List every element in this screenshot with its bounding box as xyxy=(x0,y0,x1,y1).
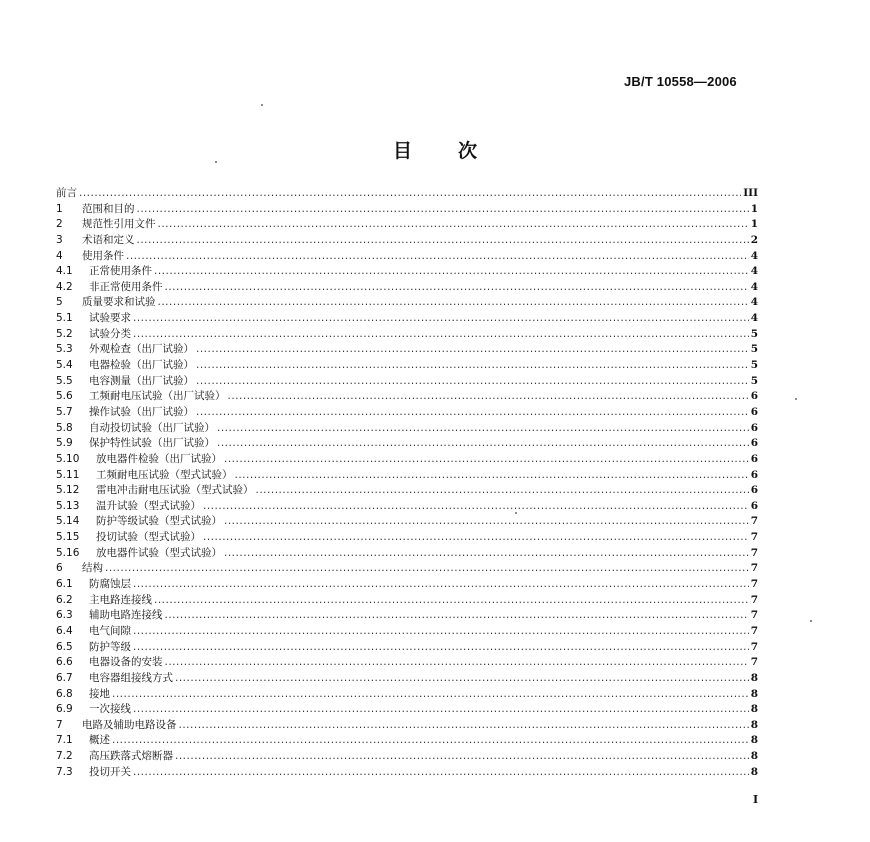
toc-title: 电气间隙 xyxy=(89,624,131,637)
toc-row[interactable] xyxy=(56,342,758,358)
toc-number: 5.11 xyxy=(56,468,80,481)
table-of-contents xyxy=(56,186,758,780)
toc-title: 使用条件 xyxy=(82,249,124,262)
toc-row[interactable] xyxy=(56,452,758,468)
toc-leader xyxy=(165,280,749,296)
toc-number: 6.1 xyxy=(56,578,73,591)
toc-number: 5.15 xyxy=(56,531,80,544)
toc-title: 外观检查（出厂试验） xyxy=(89,343,194,356)
toc-number: 5.4 xyxy=(56,359,73,372)
toc-page-number: 6 xyxy=(750,452,758,465)
toc-page-number: 5 xyxy=(750,343,758,356)
toc-page-number: 6 xyxy=(750,499,758,512)
toc-row[interactable] xyxy=(56,358,758,374)
scan-speck xyxy=(215,161,217,163)
toc-row[interactable] xyxy=(56,389,758,405)
toc-row[interactable] xyxy=(56,311,758,327)
toc-title: 前言 xyxy=(56,187,77,199)
toc-page-number: 7 xyxy=(750,531,758,544)
toc-leader xyxy=(133,640,749,656)
toc-leader xyxy=(154,264,749,280)
toc-row[interactable] xyxy=(56,499,758,515)
toc-leader xyxy=(79,186,741,202)
toc-title: 防护等级试验（型式试验） xyxy=(96,515,222,528)
toc-number: 7 xyxy=(56,718,63,731)
toc-number: 3 xyxy=(56,233,63,246)
toc-leader xyxy=(196,374,749,390)
toc-leader xyxy=(154,593,749,609)
toc-leader xyxy=(224,514,749,530)
toc-number: 6.5 xyxy=(56,640,73,653)
toc-leader xyxy=(133,311,749,327)
toc-row[interactable] xyxy=(56,421,758,437)
toc-number: 5.16 xyxy=(56,546,80,559)
toc-leader xyxy=(165,608,749,624)
toc-row[interactable] xyxy=(56,577,758,593)
toc-leader xyxy=(203,499,749,515)
toc-number: 5.14 xyxy=(56,515,80,528)
title-char-1: 目 xyxy=(392,140,412,162)
toc-number: 5.13 xyxy=(56,499,80,512)
toc-number: 5 xyxy=(56,296,63,309)
toc-leader xyxy=(133,327,749,343)
toc-row[interactable] xyxy=(56,280,758,296)
toc-leader xyxy=(105,561,749,577)
toc-number: 4.2 xyxy=(56,280,73,293)
toc-title: 规范性引用文件 xyxy=(82,218,156,231)
toc-number: 1 xyxy=(56,202,63,215)
toc-number: 6.7 xyxy=(56,671,73,684)
toc-leader xyxy=(133,702,749,718)
toc-title: 自动投切试验（出厂试验） xyxy=(89,421,215,434)
toc-row[interactable] xyxy=(56,702,758,718)
toc-title: 投切试验（型式试验） xyxy=(96,531,201,544)
toc-page-number: 1 xyxy=(750,202,758,215)
toc-title: 主电路连接线 xyxy=(89,593,152,606)
toc-number: 6.3 xyxy=(56,609,73,622)
toc-title: 试验分类 xyxy=(89,327,131,340)
toc-leader xyxy=(228,389,749,405)
toc-leader xyxy=(203,530,749,546)
toc-page-number: 7 xyxy=(750,515,758,528)
toc-page-number: 5 xyxy=(750,374,758,387)
toc-title: 电容器组接线方式 xyxy=(89,671,173,684)
toc-row[interactable] xyxy=(56,624,758,640)
toc-number: 5.5 xyxy=(56,374,73,387)
toc-number: 7.3 xyxy=(56,765,73,778)
toc-number: 7.1 xyxy=(56,734,73,747)
toc-leader xyxy=(196,358,749,374)
toc-row[interactable] xyxy=(56,186,758,202)
toc-leader xyxy=(175,749,749,765)
toc-number: 5.8 xyxy=(56,421,73,434)
toc-page-number: 8 xyxy=(750,687,758,700)
toc-title: 雷电冲击耐电压试验（型式试验） xyxy=(96,484,254,497)
toc-leader xyxy=(256,483,749,499)
toc-title: 非正常使用条件 xyxy=(89,280,163,293)
toc-title: 放电器件试验（型式试验） xyxy=(96,546,222,559)
toc-page-number: 6 xyxy=(750,405,758,418)
toc-number: 5.6 xyxy=(56,390,73,403)
title-char-2: 次 xyxy=(458,140,478,162)
toc-number: 6.6 xyxy=(56,656,73,669)
toc-title: 电器检验（出厂试验） xyxy=(89,359,194,372)
toc-title: 电路及辅助电路设备 xyxy=(82,718,177,731)
toc-page-number: 7 xyxy=(750,640,758,653)
toc-title: 工频耐电压试验（型式试验） xyxy=(96,468,233,481)
toc-row[interactable] xyxy=(56,374,758,390)
toc-page-number: 1 xyxy=(750,218,758,231)
toc-leader xyxy=(196,405,749,421)
toc-row[interactable] xyxy=(56,468,758,484)
toc-number: 6.4 xyxy=(56,624,73,637)
toc-title: 保护特性试验（出厂试验） xyxy=(89,437,215,450)
toc-row[interactable] xyxy=(56,436,758,452)
toc-title: 投切开关 xyxy=(89,765,131,778)
toc-leader xyxy=(137,202,749,218)
toc-number: 2 xyxy=(56,218,63,231)
toc-page-number: 4 xyxy=(750,312,758,325)
toc-row[interactable] xyxy=(56,530,758,546)
toc-row[interactable] xyxy=(56,733,758,749)
toc-leader xyxy=(137,233,749,249)
toc-leader xyxy=(175,671,749,687)
scan-speck xyxy=(810,620,812,622)
toc-title: 术语和定义 xyxy=(82,233,135,246)
toc-number: 5.9 xyxy=(56,437,73,450)
toc-title: 概述 xyxy=(89,734,110,747)
toc-page-number: 7 xyxy=(750,562,758,575)
toc-row[interactable] xyxy=(56,593,758,609)
toc-page-number: 6 xyxy=(750,390,758,403)
toc-leader xyxy=(224,546,749,562)
page-number: I xyxy=(753,793,759,806)
toc-row[interactable] xyxy=(56,264,758,280)
toc-title: 结构 xyxy=(82,562,103,575)
toc-page-number: 8 xyxy=(750,750,758,763)
toc-row[interactable] xyxy=(56,233,758,249)
toc-leader xyxy=(126,249,749,265)
toc-row[interactable] xyxy=(56,561,758,577)
toc-row[interactable] xyxy=(56,718,758,734)
toc-number: 7.2 xyxy=(56,750,73,763)
toc-page-number: 8 xyxy=(750,718,758,731)
toc-page-number: 5 xyxy=(750,359,758,372)
toc-leader xyxy=(158,295,749,311)
toc-row[interactable] xyxy=(56,671,758,687)
toc-row[interactable] xyxy=(56,405,758,421)
toc-number: 5.3 xyxy=(56,343,73,356)
toc-number: 5.2 xyxy=(56,327,73,340)
toc-page-number: 4 xyxy=(750,265,758,278)
toc-title: 高压跌落式熔断器 xyxy=(89,750,173,763)
toc-leader xyxy=(133,624,749,640)
toc-page-number: 4 xyxy=(750,296,758,309)
toc-leader xyxy=(133,765,749,781)
toc-row[interactable] xyxy=(56,749,758,765)
toc-title: 防护等级 xyxy=(89,640,131,653)
toc-leader xyxy=(217,436,749,452)
toc-page-number: 7 xyxy=(750,624,758,637)
toc-leader xyxy=(112,687,749,703)
toc-title: 正常使用条件 xyxy=(89,265,152,278)
toc-title: 放电器件检验（出厂试验） xyxy=(96,452,222,465)
toc-row[interactable] xyxy=(56,640,758,656)
toc-page-number: 8 xyxy=(750,671,758,684)
toc-leader xyxy=(217,421,749,437)
toc-page-number: 7 xyxy=(750,578,758,591)
toc-page-number: 8 xyxy=(750,734,758,747)
toc-leader xyxy=(158,217,749,233)
scan-speck xyxy=(515,512,517,514)
toc-page-number: 2 xyxy=(750,233,758,246)
toc-row[interactable] xyxy=(56,202,758,218)
toc-leader xyxy=(165,655,749,671)
toc-page-number: 6 xyxy=(750,437,758,450)
toc-leader xyxy=(235,468,749,484)
toc-leader xyxy=(179,718,749,734)
toc-number: 4 xyxy=(56,249,63,262)
toc-row[interactable] xyxy=(56,295,758,311)
toc-title: 接地 xyxy=(89,687,110,700)
toc-leader xyxy=(133,577,749,593)
toc-title: 防腐蚀层 xyxy=(89,578,131,591)
toc-number: 4.1 xyxy=(56,265,73,278)
toc-row[interactable] xyxy=(56,483,758,499)
toc-page-number: 5 xyxy=(750,327,758,340)
toc-row[interactable] xyxy=(56,546,758,562)
toc-title: 范围和目的 xyxy=(82,202,135,215)
toc-title: 试验要求 xyxy=(89,312,131,325)
toc-leader xyxy=(196,342,749,358)
toc-title: 工频耐电压试验（出厂试验） xyxy=(89,390,226,403)
toc-page-number: 6 xyxy=(750,421,758,434)
toc-number: 6.8 xyxy=(56,687,73,700)
toc-title: 质量要求和试验 xyxy=(82,296,156,309)
toc-number: 5.1 xyxy=(56,312,73,325)
toc-title: 辅助电路连接线 xyxy=(89,609,163,622)
toc-page-number: 7 xyxy=(750,546,758,559)
toc-page-number: 4 xyxy=(750,280,758,293)
toc-page-number: 7 xyxy=(750,593,758,606)
toc-title: 电容测量（出厂试验） xyxy=(89,374,194,387)
toc-number: 5.7 xyxy=(56,405,73,418)
toc-number: 6.9 xyxy=(56,703,73,716)
toc-page-number: 6 xyxy=(750,484,758,497)
toc-page-number: 8 xyxy=(750,703,758,716)
toc-title: 一次接线 xyxy=(89,703,131,716)
toc-number: 6 xyxy=(56,562,63,575)
toc-page-number: 8 xyxy=(750,765,758,778)
toc-row[interactable] xyxy=(56,514,758,530)
toc-row[interactable] xyxy=(56,217,758,233)
scan-speck xyxy=(261,104,263,106)
toc-row[interactable] xyxy=(56,327,758,343)
toc-title: 电器设备的安装 xyxy=(89,656,163,669)
toc-title: 操作试验（出厂试验） xyxy=(89,405,194,418)
toc-number: 5.12 xyxy=(56,484,80,497)
toc-page-number: III xyxy=(743,187,758,199)
toc-row[interactable] xyxy=(56,687,758,703)
toc-page-number: 7 xyxy=(750,609,758,622)
toc-number: 5.10 xyxy=(56,452,80,465)
toc-page-number: 6 xyxy=(750,468,758,481)
toc-title: 温升试验（型式试验） xyxy=(96,499,201,512)
scan-speck xyxy=(795,398,797,400)
toc-leader xyxy=(112,733,749,749)
toc-page-number: 4 xyxy=(750,249,758,262)
standard-number: JB/T 10558—2006 xyxy=(624,74,737,89)
toc-row[interactable] xyxy=(56,765,758,781)
toc-page-number: 7 xyxy=(750,656,758,669)
toc-row[interactable] xyxy=(56,249,758,265)
toc-row[interactable] xyxy=(56,655,758,671)
toc-number: 6.2 xyxy=(56,593,73,606)
toc-row[interactable] xyxy=(56,608,758,624)
toc-leader xyxy=(224,452,749,468)
page-title xyxy=(0,136,870,163)
